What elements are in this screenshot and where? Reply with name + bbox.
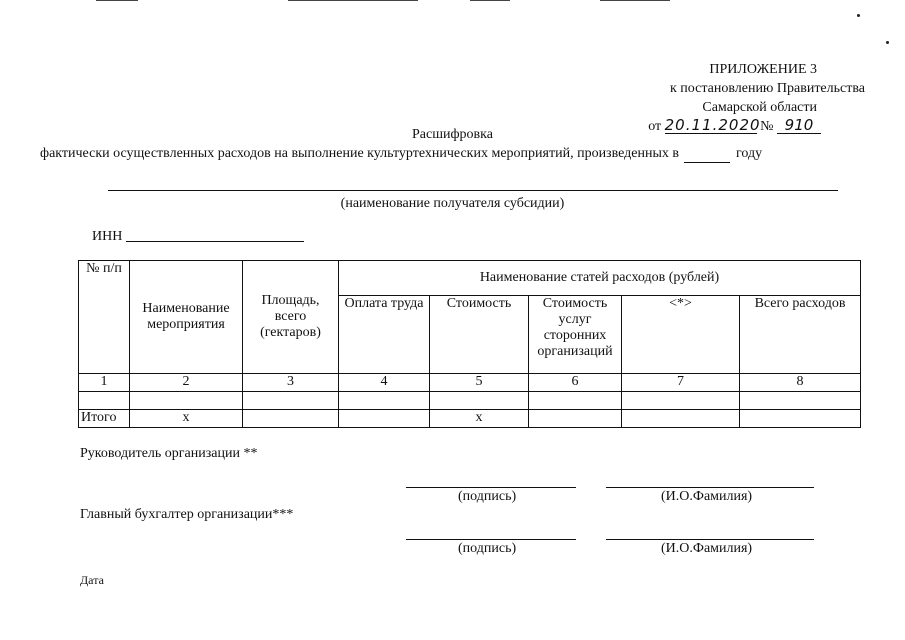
header-expense-group: Наименование статей расходов (рублей) [339,261,861,296]
header-other: <*> [622,296,740,374]
header-area: Площадь, всего (гектаров) [243,261,339,374]
head-signature-line [406,487,576,488]
appendix-block [648,60,865,136]
table-row [79,392,861,410]
name-caption: (И.О.Фамилия) [661,541,753,556]
column-number: 6 [529,374,622,392]
signature-caption: (подпись) [458,541,517,556]
table-cell [243,392,339,410]
handwritten-number: 910 [777,117,821,134]
column-number: 3 [243,374,339,392]
header-num: № п/п [79,261,130,374]
table-cell [529,392,622,410]
document-title: Расшифровка [412,127,493,142]
scan-rule [96,0,138,1]
header-event-name: Наименование мероприятия [130,261,243,374]
subtitle-year-word: году [735,146,763,161]
handwritten-date: 20.11.2020 [664,116,761,134]
column-number: 1 [79,374,130,392]
total-row [79,410,861,428]
scan-rule [288,0,418,1]
table-cell [243,410,339,428]
column-number: 8 [740,374,861,392]
table-cell [622,392,740,410]
scan-speck [886,41,889,44]
column-number: 7 [622,374,740,392]
total-cost-mark: х [430,410,529,428]
inn-blank-line [126,229,304,242]
table-cell [529,410,622,428]
header-labor: Оплата труда [339,296,430,374]
date-label: Дата [80,573,104,587]
table-cell [622,410,740,428]
date-prefix: от [648,119,662,134]
head-signature-label: Руководитель организации ** [80,446,258,461]
header-services: Стоимость услуг сторонних организаций [529,296,622,374]
accountant-signature-line [406,539,576,540]
name-caption: (И.О.Фамилия) [661,489,753,504]
signature-caption: (подпись) [458,489,517,504]
column-number-row [79,374,861,392]
total-label: Итого [79,410,130,428]
table-cell [430,392,529,410]
accountant-signature-label: Главный бухгалтер организации*** [80,507,294,522]
year-blank [684,146,730,163]
column-number: 4 [339,374,430,392]
appendix-title: ПРИЛОЖЕНИЕ 3 [709,62,817,77]
appendix-region-line: Самарской области [702,100,817,115]
scan-speck [857,14,860,17]
inn-label: ИНН [92,229,123,244]
appendix-resolution-line: к постановлению Правительства [669,81,865,96]
document-subtitle [40,146,900,163]
table-cell [339,410,430,428]
column-number: 2 [130,374,243,392]
expenses-table [78,260,861,428]
subtitle-text: фактически осуществленных расходов на выполнение культуртехнических мероприятий, произведенных в [40,146,679,161]
table-cell [79,392,130,410]
recipient-caption: (наименование получателя субсидии) [340,196,565,211]
head-name-line [606,487,814,488]
table-cell [130,392,243,410]
column-number: 5 [430,374,529,392]
number-sign: № [760,119,774,134]
accountant-name-line [606,539,814,540]
table-cell [740,410,861,428]
scan-rule [600,0,670,1]
total-name-mark: х [130,410,243,428]
inn-row [92,229,304,245]
table-cell [339,392,430,410]
recipient-name-line [108,190,838,191]
header-total: Всего расходов [740,296,861,374]
table-cell [740,392,861,410]
scan-rule [470,0,510,1]
header-cost: Стоимость [430,296,529,374]
